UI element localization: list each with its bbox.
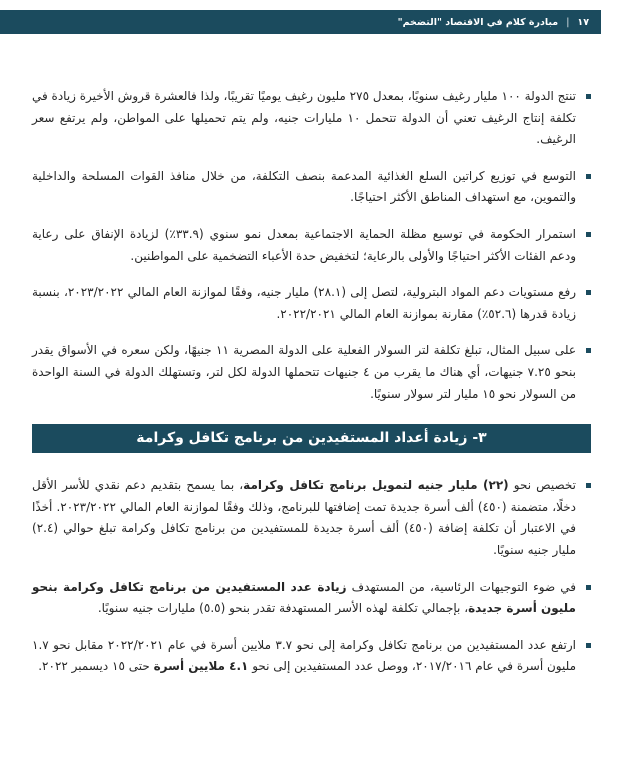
square-bullet-icon [586,483,591,488]
bullet-text: التوسع في توزيع كراتين السلع الغذائية المدعمة بنصف التكلفة، من خلال منافذ القوات المسلحة والداخلية والتموين، مع استهداف المناطق الأكثر احتياجًا. [32,168,576,205]
bullet-item [32,340,591,405]
bullet-text [32,577,576,620]
bullet-item [32,635,591,678]
bullet-text [32,475,576,561]
square-bullet-icon [586,232,591,237]
page-number: ١٧ [577,16,589,28]
bullet-text: على سبيل المثال، تبلغ تكلفة لتر السولار الفعلية على الدولة المصرية ١١ جنيهًا، ولكن سعره في الأسواق يقدر بنحو ٧.٢٥ جنيهات، أي هناك ما يقرب من ٤ جنيهات تتحملها الدولة لكل لتر، وتستهلك الدولة في السنة الواحدة من السولار نحو ١٥ مليار لتر سولار سنويًا. [32,343,577,401]
square-bullet-icon [586,290,591,295]
bullet-item [32,86,591,151]
square-bullet-icon [586,174,591,179]
bullet-text: تنتج الدولة ١٠٠ مليار رغيف سنويًا، بمعدل ٢٧٥ مليون رغيف يوميًا تقريبًا، ولذا فالعشرة قروش الأخيرة زيادة في تكلفة إنتاج الرغيف تعني أن الدولة تتحمل ١٠ مليارات جنيه، ولم يتم تحميلها على المواطن، ولم يرتفع سعر الرغيف. [31,89,577,147]
bold-text-segment: زيادة عدد المستفيدين من برنامج تكافل وكرامة بنحو مليون أسرة جديدة [32,579,576,616]
text-segment: تخصيص نحو [508,478,576,493]
bold-text-segment: (٢٢) مليار جنيه لتمويل برنامج تكافل وكرامة [243,478,509,493]
text-segment: ، بإجمالي تكلفة لهذه الأسر المستهدفة تقدر بنحو (٥.٥) مليارات جنيه سنويًا. [97,601,469,616]
bullet-item [32,166,591,209]
bullet-text: رفع مستويات دعم المواد البترولية، لتصل إلى (٢٨.١) مليار جنيه، وفقًا لموازنة العام المالي ٢٠٢٣/٢٠٢٢، بنسبة زيادة قدرها (٥٢.٦٪) مقارنة بموازنة العام المالي ٢٠٢٢/٢٠٢١. [32,285,577,321]
text-segment: حتى ١٥ ديسمبر ٢٠٢٢. [38,659,154,674]
bullet-text: استمرار الحكومة في توسيع مظلة الحماية الاجتماعية بمعدل نمو سنوي (٣٣.٩٪) لزيادة الإنفاق على رعاية ودعم الفئات الأكثر احتياجًا والأولى بالرعاية؛ لتخفيض حدة الأعباء التضخمية على المواطنين. [32,226,576,263]
bullet-item [32,282,591,325]
square-bullet-icon [586,94,591,99]
text-segment: في ضوء التوجيهات الرئاسية، من المستهدف [346,579,576,594]
square-bullet-icon [586,643,591,648]
bullet-text [32,635,576,678]
bullet-item [32,577,591,620]
square-bullet-icon [586,348,591,353]
bold-text-segment: ٤.١ ملايين أسرة [153,659,249,674]
section-heading: ٣- زيادة أعداد المستفيدين من برنامج تكافل وكرامة [32,424,591,453]
text-segment: ، بما يسمح بتقديم دعم نقدي للأسر الأقل دخلًا، متضمنة (٤٥٠) ألف أسرة جديدة تمت إضافتها للبرنامج، وذلك وفقًا لموازنة العام المالي ٢٠٢٣/٢٠٢٢. أخذًا في الاعتبار أن تكلفة إضافة (٤٥٠) ألف أسرة جديدة للمستفيدين من برنامج تكافل وكرامة تبلغ حوالي (٢.٤) مليار جنيه سنويًا. [32,478,576,557]
bullet-item [32,475,591,561]
bullet-item [32,224,591,267]
text-segment: ارتفع عدد المستفيدين من برنامج تكافل وكرامة إلى نحو ٣.٧ ملايين أسرة في عام ٢٠٢٢/٢٠٢١ مقابل نحو ١.٧ مليون أسرة في عام ٢٠١٧/٢٠١٦، ووصل عدد المستفيدين إلى نحو [32,637,576,674]
square-bullet-icon [586,585,591,590]
page-header [0,10,601,34]
bullet-list-intro [32,86,591,405]
header-divider: | [566,16,570,28]
bullet-list-takaful [32,475,591,678]
header-title: مبادرة كلام في الاقتصاد "التضخم" [397,16,559,28]
